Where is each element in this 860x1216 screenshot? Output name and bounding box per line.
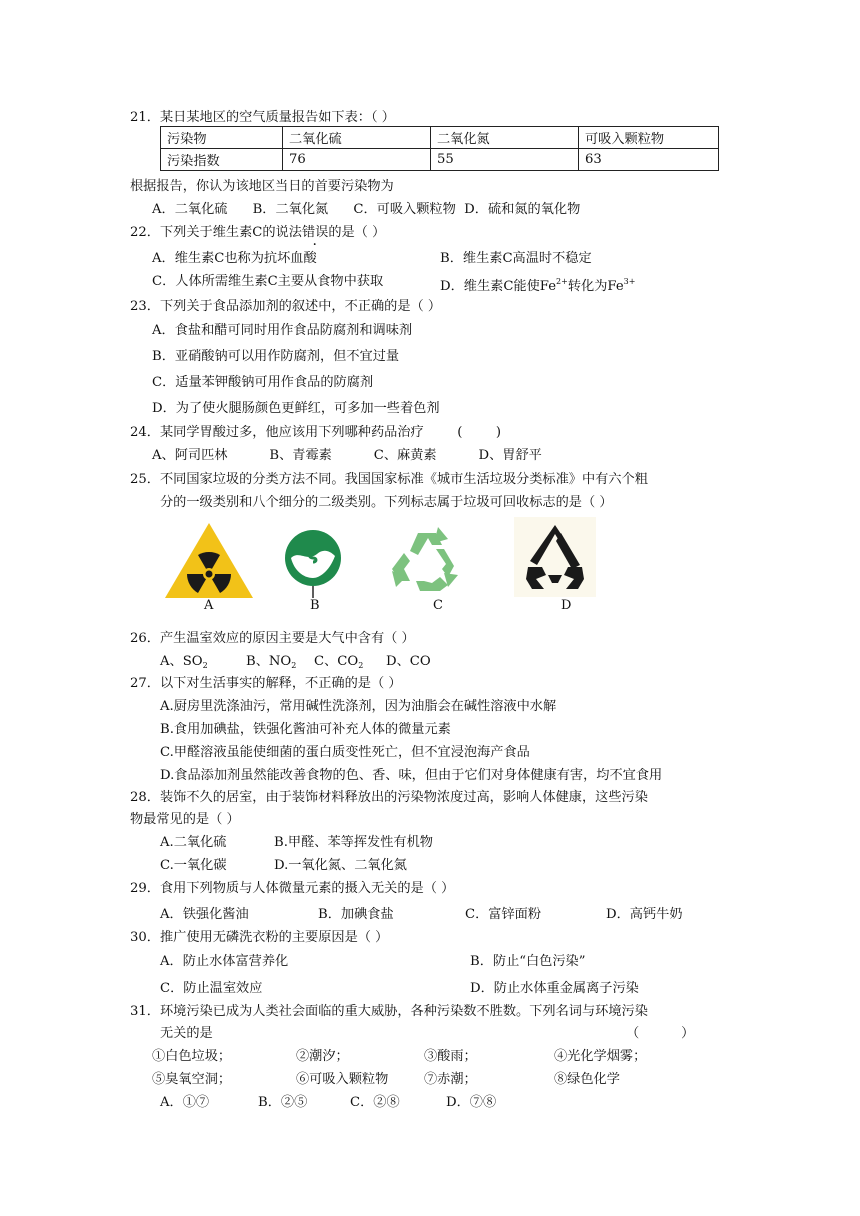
q23-opt-c: C．适量苯钾酸钠可用作食品的防腐剂 bbox=[152, 375, 374, 390]
q23-stem: 23．下列关于食品添加剂的叙述中，不正确的是（ ） bbox=[130, 299, 442, 314]
q28-opt-c: C.一氧化碳 bbox=[160, 858, 227, 873]
radiation-hazard-icon bbox=[163, 520, 255, 600]
q26-opt-c-text: C、CO bbox=[314, 654, 359, 669]
q22-stem bbox=[130, 224, 385, 242]
q31-item-1: ①白色垃圾； bbox=[152, 1049, 232, 1064]
q30-opt-a: A．防止水体富营养化 bbox=[160, 954, 289, 969]
q31-item-6: ⑥可吸入颗粒物 bbox=[296, 1072, 389, 1087]
q22-stem-c: 的是（ ） bbox=[328, 225, 386, 240]
q22-stem-emph: 错误 bbox=[301, 225, 329, 240]
table-cell: 污染指数 bbox=[161, 149, 283, 171]
q31-line-2: 无关的是 bbox=[160, 1026, 213, 1041]
q21-options: A．二氧化硫 B．二氧化氮 C．可吸入颗粒物 D．硫和氮的氧化物 bbox=[152, 202, 581, 217]
figure-label-c: C bbox=[433, 598, 443, 613]
q26-opt-c bbox=[314, 653, 363, 675]
q24-stem: 24．某同学胃酸过多，他应该用下列哪种药品治疗 ( ) bbox=[130, 425, 502, 440]
q25-line-2: 分的一级类别和八个细分的二级类别。下列标志属于垃圾可回收标志的是（ ） bbox=[160, 495, 613, 510]
table-cell: 可吸入颗粒物 bbox=[579, 127, 719, 149]
q29-stem: 29．食用下列物质与人体微量元素的摄入无关的是（ ） bbox=[130, 881, 455, 896]
q28-line-2: 物最常见的是（ ） bbox=[130, 812, 240, 827]
figure-label-d: D bbox=[561, 598, 572, 613]
q28-line-1: 28．装饰不久的居室，由于装饰材料释放出的污染物浓度过高，影响人体健康，这些污染 bbox=[130, 790, 648, 805]
q27-opt-c: C.甲醛溶液虽能使细菌的蛋白质变性死亡，但不宜浸泡海产食品 bbox=[160, 745, 530, 760]
figure-label-b: B bbox=[310, 598, 320, 613]
q30-opt-d: D．防止水体重金属离子污染 bbox=[470, 981, 639, 996]
table-cell: 二氧化氮 bbox=[431, 127, 579, 149]
q30-opt-c: C．防止温室效应 bbox=[160, 981, 263, 996]
q31-line-1: 31．环境污染已成为人类社会面临的重大威胁，各种污染数不胜数。下列名词与环境污染 bbox=[130, 1004, 648, 1019]
q22-opt-d bbox=[440, 273, 635, 296]
q26-opt-d bbox=[386, 653, 431, 675]
q31-item-4: ④光化学烟雾； bbox=[554, 1049, 647, 1064]
air-quality-table bbox=[160, 126, 719, 171]
figure-label-a: A bbox=[204, 598, 214, 613]
q26-opt-b-text: B、NO bbox=[246, 654, 292, 669]
q31-item-5: ⑤臭氧空洞； bbox=[152, 1072, 232, 1087]
q30-opt-b: B．防止“白色污染” bbox=[470, 954, 586, 969]
table-row bbox=[161, 127, 719, 149]
q24-options: A、阿司匹林 B、青霉素 C、麻黄素 D、胃舒平 bbox=[152, 448, 542, 463]
q31-bracket: （ ） bbox=[626, 1026, 695, 1041]
recycling-icon bbox=[388, 525, 466, 595]
q23-opt-d: D．为了使火腿肠颜色更鲜红，可多加一些着色剂 bbox=[152, 401, 440, 416]
q26-opt-b bbox=[246, 653, 296, 675]
q27-opt-d: D.食品添加剂虽然能改善食物的色、香、味，但由于它们对身体健康有害，均不宜食用 bbox=[160, 768, 663, 783]
q31-opt-b: B．②⑤ bbox=[258, 1095, 308, 1110]
recyclable-icon bbox=[514, 517, 596, 597]
q31-opt-a: A．①⑦ bbox=[160, 1095, 210, 1110]
q21-after: 根据报告，你认为该地区当日的首要污染物为 bbox=[130, 179, 394, 194]
q29-opt-d: D．高钙牛奶 bbox=[606, 907, 683, 922]
q27-opt-b: B.食用加碘盐，铁强化酱油可补充人体的微量元素 bbox=[160, 722, 451, 737]
q22-stem-a: 22．下列关于维生素C的说法 bbox=[130, 225, 302, 240]
q31-item-2: ②潮汐； bbox=[296, 1049, 349, 1064]
q27-stem: 27．以下对生活事实的解释，不正确的是（ ） bbox=[130, 676, 402, 691]
q22-opt-c: C．人体所需维生素C主要从食物中获取 bbox=[152, 274, 384, 289]
q26-opt-d-text: D、CO bbox=[386, 654, 431, 669]
table-cell: 63 bbox=[579, 149, 719, 171]
q31-item-3: ③酸雨； bbox=[424, 1049, 477, 1064]
q26-stem: 26．产生温室效应的原因主要是大气中含有（ ） bbox=[130, 631, 415, 646]
q22-opt-d-a: D．维生素C能使Fe bbox=[440, 279, 557, 294]
q26-opt-b-sub: 2 bbox=[291, 661, 297, 670]
q31-item-8: ⑧绿色化学 bbox=[554, 1072, 620, 1087]
q25-line-1: 25．不同国家垃圾的分类方法不同。我国国家标准《城市生活垃圾分类标准》中有六个粗 bbox=[130, 472, 648, 487]
q26-opt-c-sub: 2 bbox=[358, 661, 364, 670]
q26-opt-a bbox=[160, 653, 208, 675]
q23-opt-a: A．食盐和醋可同时用作食品防腐剂和调味剂 bbox=[152, 323, 413, 338]
q31-opt-d: D．⑦⑧ bbox=[446, 1095, 497, 1110]
water-saving-icon bbox=[277, 528, 349, 600]
table-cell: 55 bbox=[431, 149, 579, 171]
q29-opt-c: C．富锌面粉 bbox=[465, 907, 542, 922]
q31-item-7: ⑦赤潮； bbox=[424, 1072, 477, 1087]
q28-opt-d: D.一氧化氮、二氧化氮 bbox=[274, 858, 407, 873]
q30-stem: 30．推广使用无磷洗衣粉的主要原因是（ ） bbox=[130, 930, 389, 945]
q28-opt-a: A.二氧化硫 bbox=[160, 835, 227, 850]
q22-sup-2: 3+ bbox=[623, 277, 636, 286]
table-cell: 污染物 bbox=[161, 127, 283, 149]
table-cell: 二氧化硫 bbox=[283, 127, 431, 149]
q22-sup-1: 2+ bbox=[556, 277, 568, 286]
q22-opt-b: B．维生素C高温时不稳定 bbox=[440, 251, 592, 266]
q29-opt-a: A．铁强化酱油 bbox=[160, 907, 249, 922]
q31-opt-c: C．②⑧ bbox=[350, 1095, 400, 1110]
q26-opt-a-sub: 2 bbox=[202, 661, 208, 670]
table-cell: 76 bbox=[283, 149, 431, 171]
table-row bbox=[161, 149, 719, 171]
q29-opt-b: B．加碘食盐 bbox=[318, 907, 394, 922]
q22-opt-d-b: 转化为Fe bbox=[567, 279, 624, 294]
q22-opt-a: A．维生素C也称为抗坏血酸 bbox=[152, 251, 317, 266]
q27-opt-a: A.厨房里洗涤油污，常用碱性洗涤剂，因为油脂会在碱性溶液中水解 bbox=[160, 699, 557, 714]
q28-opt-b: B.甲醛、苯等挥发性有机物 bbox=[274, 835, 433, 850]
q26-opt-a-text: A、SO bbox=[160, 654, 203, 669]
q21-stem: 21．某日某地区的空气质量报告如下表：（ ） bbox=[130, 110, 395, 125]
q23-opt-b: B．亚硝酸钠可以用作防腐剂，但不宜过量 bbox=[152, 349, 400, 364]
